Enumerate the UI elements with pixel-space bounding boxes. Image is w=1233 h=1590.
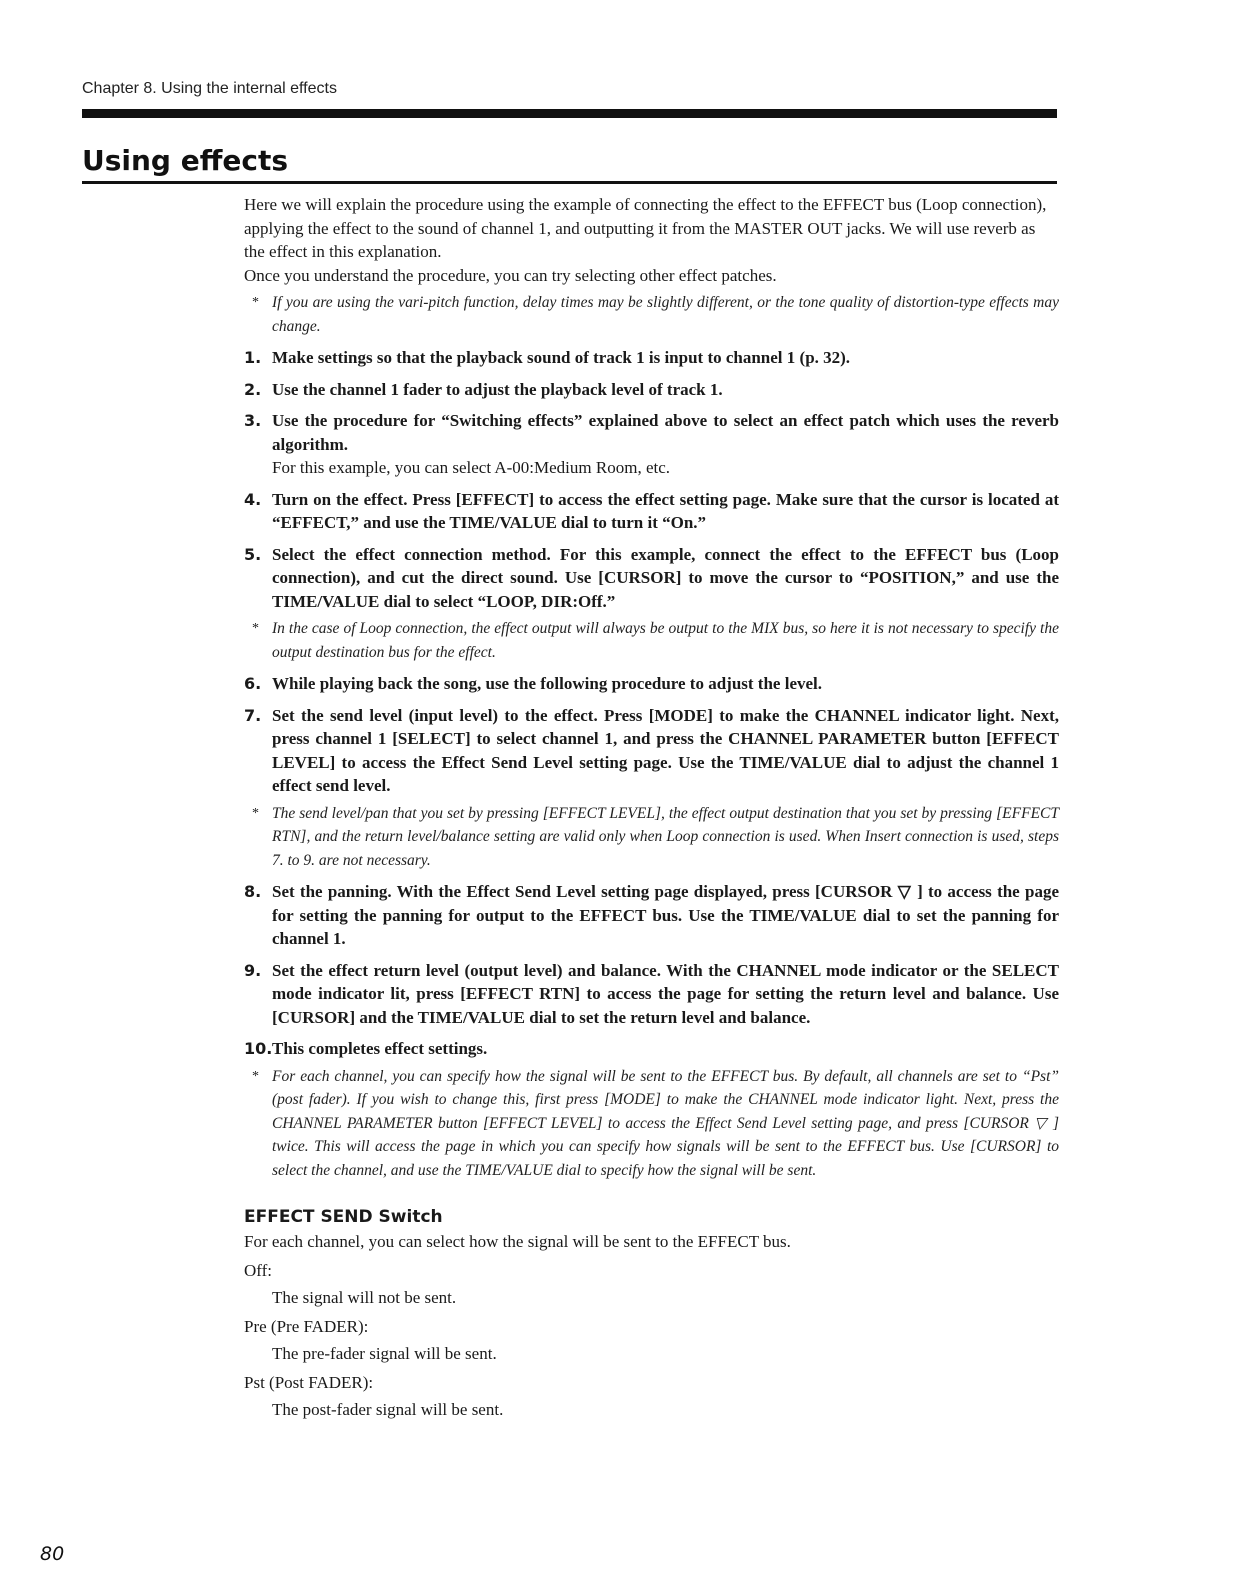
step-number: 7.: [244, 705, 262, 725]
step-text: Set the effect return level (output level) and balance. With the CHANNEL mode indicator or the SELECT mode indicator lit, press [EFFECT RTN] to access the page for setting the return level and balance. Use [CURSOR] and the TIME/VALUE dial to set the return level and balance.: [272, 960, 1059, 1027]
step-number: 6.: [244, 674, 262, 693]
title-rule: [82, 181, 1057, 184]
step-number: 9.: [244, 960, 262, 980]
page-content: [244, 193, 1059, 1421]
step-number: 3.: [244, 411, 262, 430]
step-text: Set the send level (input level) to the effect. Press [MODE] to make the CHANNEL indicator light. Next, press channel 1 [SELECT] to select channel 1, and press the CHANNEL PARAMETER button [EFFECT LEVEL] to access the Effect Send Level setting page. Use the TIME/VALUE dial to adjust the channel 1 effect send level.: [272, 705, 1059, 795]
note-text: If you are using the vari-pitch function, delay times may be slightly different, or the tone quality of distortion-type effects may change.: [272, 294, 1059, 335]
step-2: [244, 378, 1059, 402]
step-3: [244, 409, 1059, 480]
step-8: [244, 880, 1059, 951]
intro-paragraph-2: Once you understand the procedure, you can try selecting other effect patches.: [244, 265, 777, 285]
option-label-off: Off:: [244, 1261, 273, 1280]
step-text: While playing back the song, use the following procedure to adjust the level.: [272, 674, 823, 693]
option-desc-pst: The post-fader signal will be sent.: [272, 1399, 504, 1419]
step-text: Turn on the effect. Press [EFFECT] to access the effect setting page. Make sure that the cursor is located at “EFFECT,” and use the TIME/VALUE dial to turn it “On.”: [272, 489, 1059, 532]
note-text: For each channel, you can specify how the signal will be sent to the EFFECT bus. By default, all channels are set to “Pst” (post fader). If you wish to change this, first press [MODE] to make the CHANNEL mode indicator light. Next, press the CHANNEL PARAMETER button [EFFECT LEVEL] to access the Effect Send Level setting page, and press [CURSOR ▽ ] twice. This will access the page in which you can specify how signals will be sent to the EFFECT bus. Use [CURSOR] to select the channel, and use the TIME/VALUE dial to specify how the signal will be sent.: [272, 1067, 1059, 1179]
page-number: 80: [40, 1543, 65, 1565]
option-desc-off: The signal will not be sent.: [272, 1287, 457, 1307]
intro-note: [244, 291, 1059, 338]
note-asterisk: *: [252, 295, 259, 310]
step-6: [244, 672, 1059, 696]
step-10-note: [244, 1065, 1059, 1183]
effect-send-description: For each channel, you can select how the signal will be sent to the EFFECT bus.: [244, 1231, 791, 1251]
step-number: 8.: [244, 882, 262, 901]
step-text: Make settings so that the playback sound of track 1 is input to channel 1 (p. 32).: [272, 348, 851, 367]
step-text: Set the panning. With the Effect Send Level setting page displayed, press [CURSOR ▽ ] to access the page for setting the panning for output to the EFFECT bus. Use the TIME/VALUE dial to set the panning for channel 1.: [272, 882, 1059, 948]
step-9: [244, 959, 1059, 1030]
step-number: 1.: [244, 348, 262, 367]
section-title: Using effects: [82, 144, 289, 177]
option-label-pre: Pre (Pre FADER):: [244, 1317, 369, 1336]
step-10: [244, 1037, 1059, 1061]
step-number: 2.: [244, 379, 262, 399]
chapter-header: Chapter 8. Using the internal effects: [82, 80, 337, 97]
note-text: The send level/pan that you set by pressing [EFFECT LEVEL], the effect output destination that you set by pressing [EFFECT RTN], and the return level/balance setting are valid only when Loop connection is used. When Insert connection is used, steps 7. to 9. are not necessary.: [272, 804, 1059, 869]
header-rule: [82, 109, 1057, 118]
step-5-note: [244, 617, 1059, 664]
step-text: Use the channel 1 fader to adjust the playback level of track 1.: [272, 379, 723, 399]
step-text: Use the procedure for “Switching effects” explained above to select an effect patch which uses the reverb algorithm.: [272, 411, 1059, 454]
option-label-pst: Pst (Post FADER):: [244, 1373, 374, 1392]
step-number: 4.: [244, 489, 262, 509]
step-subtext: For this example, you can select A-00:Medium Room, etc.: [272, 458, 671, 477]
step-number: 5.: [244, 544, 262, 564]
intro-paragraph: Here we will explain the procedure using the example of connecting the effect to the EFFECT bus (Loop connection), applying the effect to the sound of channel 1, and outputting it from the MASTER OUT jacks. We will use reverb as the effect in this explanation.: [244, 195, 1047, 261]
step-text: This completes effect settings.: [272, 1039, 488, 1058]
note-asterisk: *: [252, 621, 259, 636]
step-7: [244, 704, 1059, 798]
option-desc-pre: The pre-fader signal will be sent.: [272, 1343, 497, 1363]
step-4: [244, 488, 1059, 535]
step-1: [244, 346, 1059, 370]
step-7-note: [244, 802, 1059, 873]
effect-send-heading: EFFECT SEND Switch: [244, 1207, 443, 1227]
step-text: Select the effect connection method. For this example, connect the effect to the EFFECT bus (Loop connection), and cut the direct sound. Use [CURSOR] to move the cursor to “POSITION,” and use the TIME/VALUE dial to select “LOOP, DIR:Off.”: [272, 544, 1059, 611]
step-number: 10.: [244, 1039, 273, 1058]
note-asterisk: *: [252, 1068, 259, 1084]
note-asterisk: *: [252, 805, 259, 821]
note-text: In the case of Loop connection, the effect output will always be output to the MIX bus, so here it is not necessary to specify the output destination bus for the effect.: [272, 620, 1059, 661]
step-5: [244, 543, 1059, 614]
